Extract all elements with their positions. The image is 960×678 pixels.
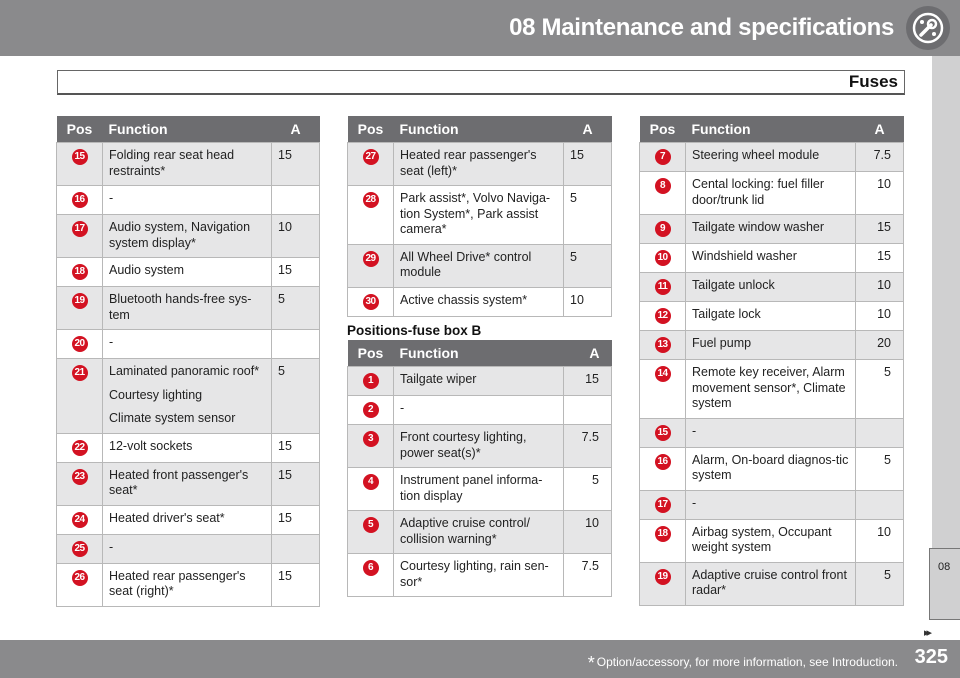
table-row [348, 287, 612, 316]
fuse-function: - [686, 418, 856, 447]
table-row [640, 490, 904, 519]
position-badge: 17 [655, 497, 671, 513]
fuse-table-1 [56, 116, 320, 607]
position-badge: 29 [363, 251, 379, 267]
table-row [640, 273, 904, 302]
table-row [348, 511, 612, 554]
position-badge: 10 [655, 250, 671, 266]
fuse-amp: 5 [856, 447, 904, 490]
fuse-amp [856, 490, 904, 519]
fuse-function: Remote key receiver, Alarm movement sensor*, Climate system [686, 360, 856, 419]
fuse-amp: 15 [272, 563, 320, 606]
fuse-amp: 20 [856, 331, 904, 360]
table-row [57, 505, 320, 534]
table-row [640, 172, 904, 215]
fuse-function: Airbag system, Occupant weight system [686, 519, 856, 562]
fuse-function-line-2: Courtesy lighting [109, 387, 203, 402]
col-amp: A [856, 116, 904, 143]
page-number: 325 [914, 646, 948, 668]
fuse-amp: 10 [856, 519, 904, 562]
table-row [640, 143, 904, 172]
fuse-function: Audio system, Navigation system display* [103, 215, 272, 258]
position-badge: 2 [363, 402, 379, 418]
col-pos: Pos [348, 340, 394, 367]
fuse-function: Instrument panel informa-tion display [394, 468, 564, 511]
fuse-function: Cental locking: fuel filler door/trunk lid [686, 172, 856, 215]
position-badge: 19 [655, 569, 671, 585]
table-row [57, 330, 320, 359]
fuse-function: Tailgate wiper [394, 367, 564, 396]
col-amp: A [564, 116, 612, 143]
fuse-amp [272, 534, 320, 563]
position-badge: 14 [655, 366, 671, 382]
fuse-function: Front courtesy lighting, power seat(s)* [394, 425, 564, 468]
table-row [57, 433, 320, 462]
table-row [348, 186, 612, 245]
position-badge: 12 [655, 308, 671, 324]
fuse-amp: 15 [272, 433, 320, 462]
fuse-function: - [103, 330, 272, 359]
table-header-row [640, 116, 904, 143]
fuse-function: Laminated panoramic roof* [109, 364, 260, 378]
table-row [640, 244, 904, 273]
fuse-function: Audio system [103, 258, 272, 287]
position-badge: 24 [72, 512, 88, 528]
chapter-title: 08 Maintenance and specifications [509, 14, 894, 41]
fuse-function: Heated rear passenger's seat (left)* [394, 143, 564, 186]
fuse-function: Fuel pump [686, 331, 856, 360]
fuse-amp: 10 [856, 172, 904, 215]
fuse-amp: 10 [856, 302, 904, 331]
table-row [348, 425, 612, 468]
section-bar [57, 70, 905, 95]
fuse-amp: 10 [564, 511, 612, 554]
table-row [57, 534, 320, 563]
table-header-row [348, 116, 612, 143]
fuse-function: Heated driver's seat* [103, 505, 272, 534]
position-badge: 20 [72, 336, 88, 352]
col-pos: Pos [348, 116, 394, 143]
side-tab-strip [932, 56, 960, 618]
fuse-function: - [686, 490, 856, 519]
fuse-function: Courtesy lighting, rain sen-sor* [394, 554, 564, 597]
fuse-function: Tailgate lock [686, 302, 856, 331]
col-function: Function [394, 116, 564, 143]
page-footer [0, 640, 960, 678]
position-badge: 5 [363, 517, 379, 533]
col-function: Function [394, 340, 564, 367]
col-amp: A [564, 340, 612, 367]
table-row [57, 359, 320, 434]
fuse-amp [272, 330, 320, 359]
fuse-function: Windshield washer [686, 244, 856, 273]
fuse-amp: 10 [856, 273, 904, 302]
position-badge: 19 [72, 293, 88, 309]
page-header [0, 0, 960, 56]
table-row [640, 360, 904, 419]
fuse-function-line-3: Climate system sensor [109, 411, 236, 425]
position-badge: 6 [363, 560, 379, 576]
fuse-function: Heated rear passenger's seat (right)* [103, 563, 272, 606]
position-badge: 17 [72, 221, 88, 237]
fuse-function: - [394, 396, 564, 425]
fuse-function: Tailgate unlock [686, 273, 856, 302]
fuse-function: - [103, 186, 272, 215]
fuse-amp: 7.5 [564, 425, 612, 468]
table-row [57, 215, 320, 258]
fuse-function: Bluetooth hands-free sys-tem [103, 287, 272, 330]
fuse-box-b-table [347, 340, 612, 597]
fuse-amp: 5 [856, 360, 904, 419]
fuse-function: Active chassis system* [394, 287, 564, 316]
position-badge: 15 [72, 149, 88, 165]
fuse-function: Heated front passenger's seat* [103, 462, 272, 505]
table-row [348, 396, 612, 425]
table-row [57, 258, 320, 287]
table-row [640, 302, 904, 331]
fuse-function: Alarm, On-board diagnos-tic system [686, 447, 856, 490]
position-badge: 25 [72, 541, 88, 557]
fuse-amp: 7.5 [856, 143, 904, 172]
position-badge: 18 [655, 526, 671, 542]
fuse-amp: 7.5 [564, 554, 612, 597]
fuse-amp: 5 [564, 186, 612, 245]
footnote [588, 653, 898, 674]
fuse-amp: 15 [272, 258, 320, 287]
fuse-function: Steering wheel module [686, 143, 856, 172]
table-header-row [348, 340, 612, 367]
fuse-amp: 5 [856, 562, 904, 605]
fuse-box-b-heading: Positions-fuse box B [347, 323, 482, 338]
table-row [57, 186, 320, 215]
col-amp: A [272, 116, 320, 143]
table-row [57, 563, 320, 606]
fuse-table-3 [639, 116, 904, 606]
position-badge: 8 [655, 178, 671, 194]
fuse-amp: 10 [272, 215, 320, 258]
position-badge: 26 [72, 570, 88, 586]
fuse-amp: 10 [564, 287, 612, 316]
fuse-amp [856, 418, 904, 447]
position-badge: 1 [363, 373, 379, 389]
table-row [57, 287, 320, 330]
col-function: Function [103, 116, 272, 143]
position-badge: 4 [363, 474, 379, 490]
position-badge: 9 [655, 221, 671, 237]
table-row [348, 468, 612, 511]
fuse-amp [272, 186, 320, 215]
fuse-amp: 5 [272, 287, 320, 330]
position-badge: 15 [655, 425, 671, 441]
wrench-gear-icon [906, 6, 950, 50]
col-function: Function [686, 116, 856, 143]
table-row [348, 244, 612, 287]
fuse-function: - [103, 534, 272, 563]
footnote-text: Option/accessory, for more information, see Introduction. [596, 655, 898, 669]
fuse-function: Park assist*, Volvo Naviga-tion System*, Park assist camera* [394, 186, 564, 245]
position-badge: 7 [655, 149, 671, 165]
fuse-amp: 5 [564, 244, 612, 287]
fuse-function: 12-volt sockets [103, 433, 272, 462]
position-badge: 23 [72, 469, 88, 485]
fuse-amp: 15 [272, 143, 320, 186]
table-row [348, 367, 612, 396]
fuse-amp [564, 396, 612, 425]
position-badge: 27 [363, 149, 379, 165]
position-badge: 30 [363, 294, 379, 310]
position-badge: 28 [363, 192, 379, 208]
fuse-amp: 15 [856, 244, 904, 273]
fuse-amp: 15 [856, 215, 904, 244]
chapter-tab-label: 08 [938, 561, 951, 573]
table-row [640, 447, 904, 490]
position-badge: 18 [72, 264, 88, 280]
table-row [57, 462, 320, 505]
fuse-function: All Wheel Drive* control module [394, 244, 564, 287]
table-header-row [57, 116, 320, 143]
fuse-function: Adaptive cruise control front radar* [686, 562, 856, 605]
section-title: Fuses [848, 72, 898, 91]
position-badge: 13 [655, 337, 671, 353]
table-row [640, 215, 904, 244]
table-row [348, 143, 612, 186]
fuse-function: Adaptive cruise control/ collision warning* [394, 511, 564, 554]
next-page-chevrons-icon[interactable]: ▸▸ [924, 627, 930, 639]
fuse-amp: 15 [564, 143, 612, 186]
table-row [640, 418, 904, 447]
position-badge: 16 [655, 454, 671, 470]
fuse-table-2 [347, 116, 612, 317]
fuse-function-multi [103, 359, 272, 434]
fuse-amp: 15 [272, 462, 320, 505]
fuse-amp: 5 [564, 468, 612, 511]
position-badge: 11 [655, 279, 671, 295]
table-row [640, 562, 904, 605]
fuse-amp: 5 [272, 359, 320, 434]
col-pos: Pos [57, 116, 103, 143]
fuse-amp: 15 [564, 367, 612, 396]
table-row [57, 143, 320, 186]
chapter-tab[interactable] [929, 548, 960, 620]
table-row [348, 554, 612, 597]
fuse-function: Tailgate window washer [686, 215, 856, 244]
position-badge: 16 [72, 192, 88, 208]
col-pos: Pos [640, 116, 686, 143]
fuse-amp: 15 [272, 505, 320, 534]
position-badge: 21 [72, 365, 88, 381]
table-row [640, 519, 904, 562]
table-row [640, 331, 904, 360]
position-badge: 3 [363, 431, 379, 447]
fuse-function: Folding rear seat head restraints* [103, 143, 272, 186]
footnote-star: * [587, 653, 595, 673]
position-badge: 22 [72, 440, 88, 456]
